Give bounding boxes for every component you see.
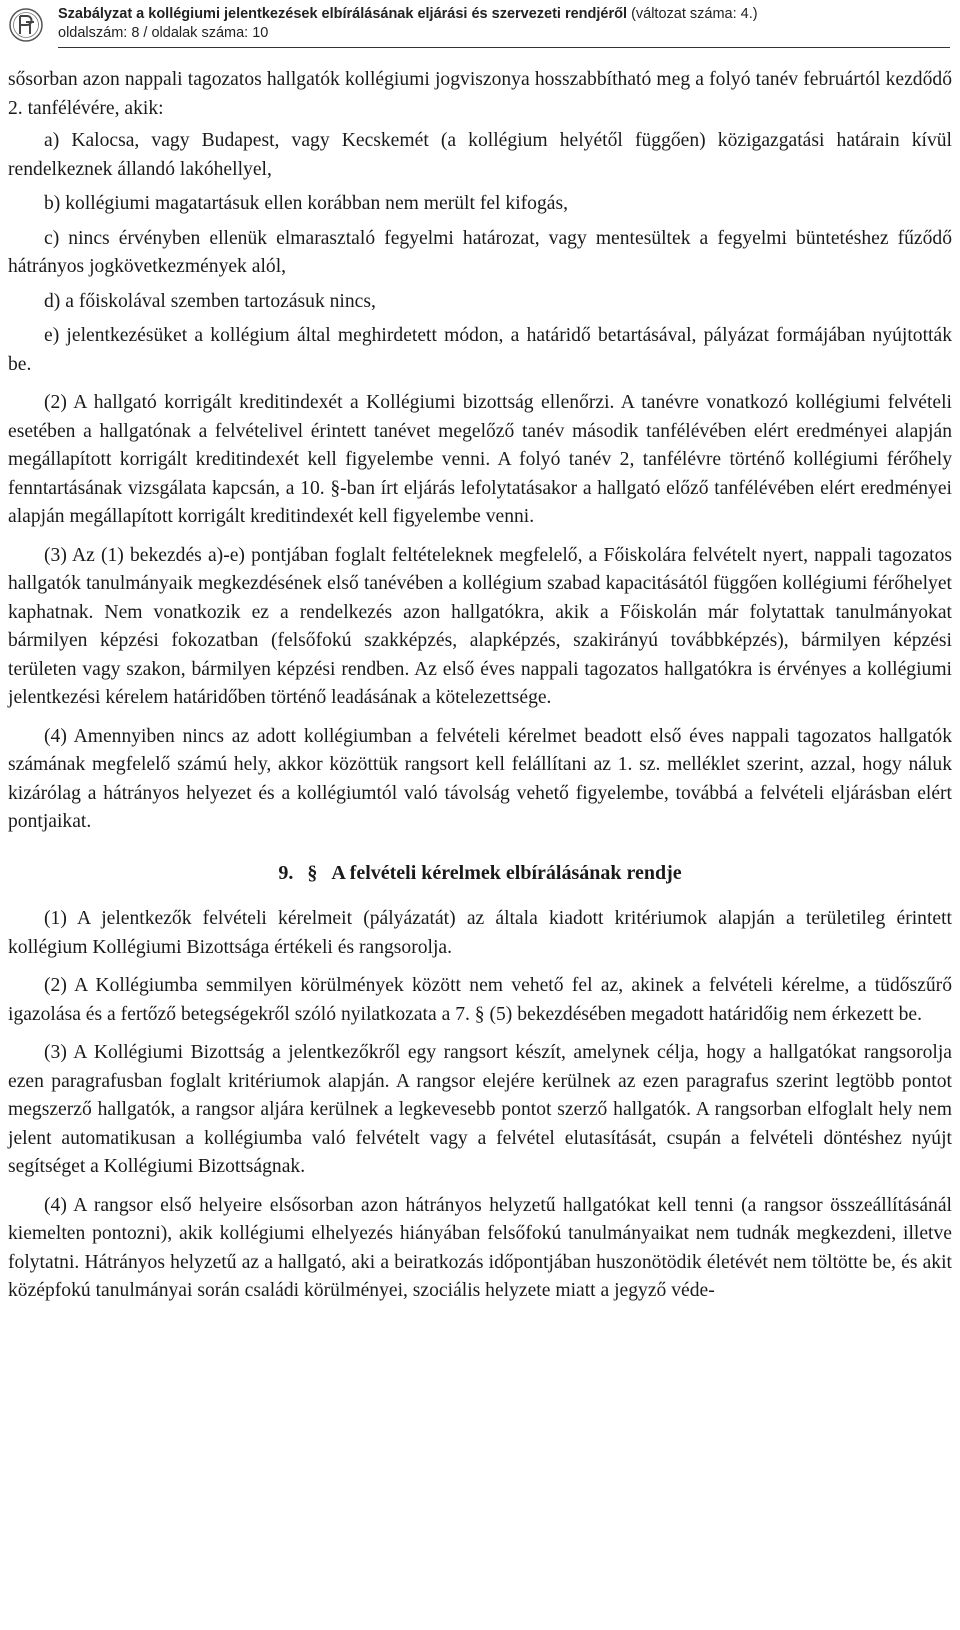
section-paragraph-4: (4) A rangsor első helyeire elsősorban azon hátrányos helyzetű hallgatókat kell tenni (a rangsor összeállításánál kiemelten pontozni), akik kollégiumi elhelyezés hiányában felsőfokú tanulmányaikat nem tudnák megkezdeni, illetve folytatni. Hátrányos helyzetű az a hallgató, aki a beiratkozás időpontjában huszonötödik életévét nem töltötte be, és akit középfokú tanulmányai során családi körülményei, szociális helyzete miatt a jegyző véde- <box>8 1194 952 1301</box>
section-paragraph-2: (2) A Kollégiumba semmilyen körülmények között nem vehető fel az, akinek a felvételi kérelme, a tüdőszűrő igazolása és a fertőző betegségekről szóló nyilatkozata a 7. § (5) bekezdésében megadott határidőig nem érkezett be. <box>8 975 952 1025</box>
page-number: oldalszám: 8 / oldalak száma: 10 <box>58 25 269 41</box>
paragraph-2: (2) A hallgató korrigált kreditindexét a Kollégiumi bizottság ellenőrzi. A tanévre vonatkozó kollégiumi felvételi esetében a hallgatónak a felvételivel érintett tanévet megelőző tanév második tanfélévében elért eredményei alapján megállapított korrigált kreditindexét kell figyelembe venni. A folyó tanév 2, tanfélévre történő kollégiumi férőhely fenntartásának vizsgálata kapcsán, a 10. §-ban írt eljárás lefolytatásakor a hallgató előző tanfélévében elért eredményei alapján megállapított korrigált kreditindexét kell figyelembe venni. <box>8 392 952 527</box>
condition-item-c: c) nincs érvényben ellenük elmarasztaló fegyelmi határozat, vagy mentesültek a fegyelmi büntetéshez fűződő hátrányos jogkövetkezmények alól, <box>8 227 952 277</box>
condition-item-b: b) kollégiumi magatartásuk ellen korábban nem merült fel kifogás, <box>44 193 568 214</box>
document-title <box>58 6 948 23</box>
paragraph-3: (3) Az (1) bekezdés a)-e) pontjában foglalt feltételeknek megfelelő, a Főiskolára felvételt nyert, nappali tagozatos hallgatók tanulmányaik megkezdésének első tanévében a kollégium szabad kapacitásától függően kollégiumi férőhelyet kaphatnak. Nem vonatkozik ez a rendelkezés azon hallgatókra, akik a Főiskolán már folytattak tanulmányokat bármilyen képzési fokozatban (felsőfokú szakképzés, alapképzés, szakirányú továbbképzés), bármilyen képzési területen vagy szakon, bármilyen képzési rendben. Az első éves nappali tagozatos hallgatókra is érvényes a kollégiumi jelentkezési kérelem határidőben történő leadásának a kötelezettsége. <box>8 544 952 708</box>
section-symbol: § <box>307 861 318 884</box>
paragraph-4: (4) Amennyiben nincs az adott kollégiumban a felvételi kérelmet beadott első éves nappali tagozatos hallgatók számának megfelelő számú hely, akkor közöttük rangsort kell felállítani az 1. sz. melléklet szerint, azzal, hogy náluk kizárólag a hátrányos helyezet és a kollégiumtól való távolság vehető figyelembe, továbbá a felvételi eljárásban elért pontjaikat. <box>8 725 952 832</box>
condition-item-a: a) Kalocsa, vagy Budapest, vagy Kecskemét (a kollégium helyétől függően) közigazgatási határain kívül rendelkeznek állandó lakóhellyel, <box>8 130 952 180</box>
university-logo-icon <box>8 6 44 44</box>
section-heading <box>8 859 952 888</box>
header-divider <box>58 47 950 48</box>
section-number: 9. <box>278 861 294 884</box>
section-title: A felvételi kérelmek elbírálásának rendje <box>331 861 682 884</box>
condition-item-d: d) a főiskolával szemben tartozásuk nincs, <box>44 290 376 312</box>
version-label: (változat száma: 4.) <box>631 6 758 22</box>
section-paragraph-1: (1) A jelentkezők felvételi kérelmeit (pályázatát) az általa kiadott kritériumok alapján a területileg érintett kollégium Kollégiumi Bizottsága értékeli és rangsorolja. <box>8 908 952 958</box>
document-body <box>8 66 952 1310</box>
condition-item-e: e) jelentkezésüket a kollégium által meghirdetett módon, a határidő betartásával, pályázat formájában nyújtották be. <box>8 325 952 375</box>
section-paragraph-3: (3) A Kollégiumi Bizottság a jelentkezőkről egy rangsort készít, amelynek célja, hogy a hallgatókat rangsorolja ezen paragrafusban foglalt kritériumok alapján. A rangsor elejére kerülnek az ezen paragrafus szerint legtöbb pontot megszerző hallgatók, a rangsor aljára kerülnek a legkevesebb pontot szerző hallgatók. A rangsorban elfoglalt hely nem jelent automatikusan a kollégiumba való felvételt vagy a felvétel elutasítását, csupán a felvételi döntéshez nyújt segítséget a Kollégiumi Bizottságnak. <box>8 1042 952 1177</box>
page-header <box>0 0 960 52</box>
intro-paragraph: sősorban azon nappali tagozatos hallgatók kollégiumi jogviszonya hosszabbítható meg a folyó tanév februártól kezdődő 2. tanfélévére, akik: <box>8 69 952 119</box>
document-title-bold: Szabályzat a kollégiumi jelentkezések elbírálásának eljárási és szervezeti rendjéről <box>58 6 628 22</box>
